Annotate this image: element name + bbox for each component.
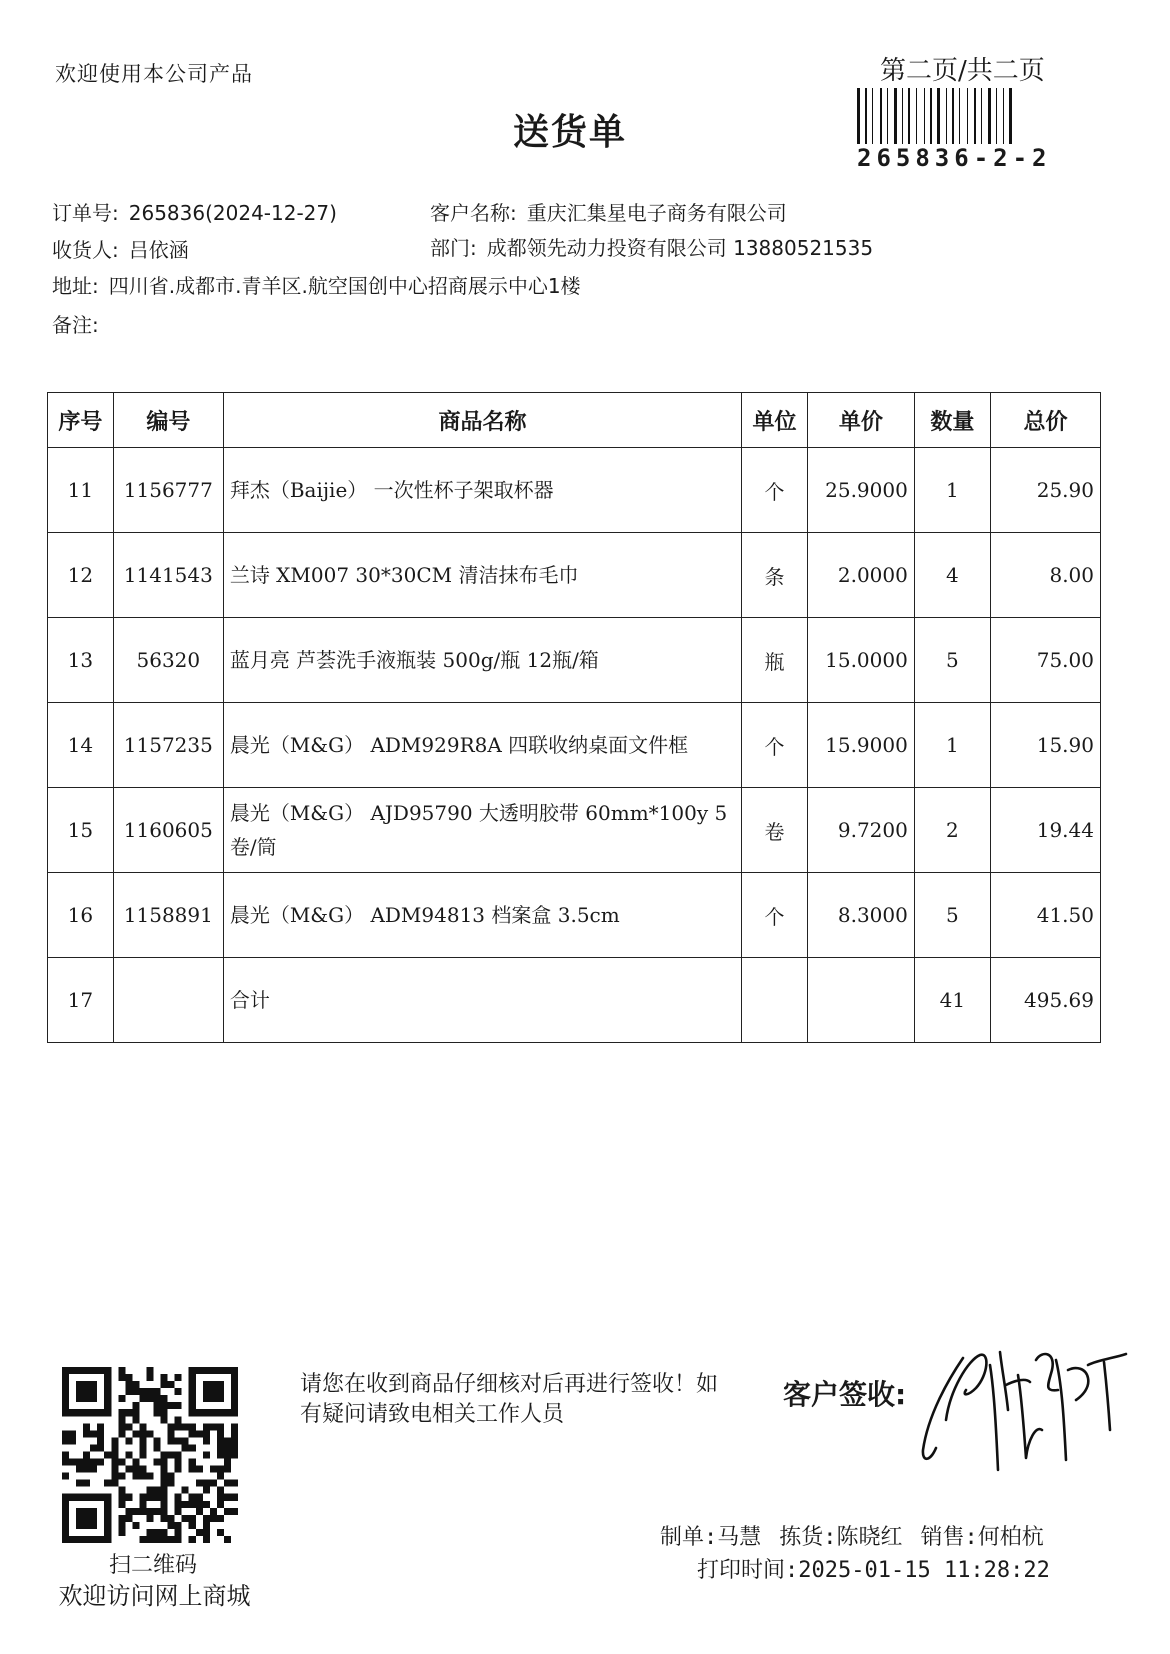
table-total-row [48, 958, 1101, 1043]
header-seq: 序号 [48, 393, 114, 448]
receiver-value: 吕依涵 [128, 238, 189, 262]
cell-unit-price: 15.9000 [807, 703, 914, 788]
maker-label: 制单: [660, 1525, 718, 1550]
table-header-row [48, 393, 1101, 448]
items-table [47, 392, 1101, 1043]
qr-caption-visit: 欢迎访问网上商城 [58, 1582, 251, 1610]
cell-code: 1141543 [113, 533, 223, 618]
cell-code: 1157235 [113, 703, 223, 788]
table-row [48, 703, 1101, 788]
cell-unit: 个 [742, 448, 808, 533]
order-number-label: 订单号: [52, 201, 119, 225]
cell-product-name: 拜杰（Baijie） 一次性杯子架取杯器 [223, 448, 741, 533]
cell-unit: 个 [742, 703, 808, 788]
cell-seq: 12 [48, 533, 114, 618]
cell-product-name: 晨光（M&G） ADM929R8A 四联收纳桌面文件框 [223, 703, 741, 788]
cell-total: 19.44 [990, 788, 1100, 873]
print-time-value: 2025-01-15 11:28:22 [798, 1558, 1050, 1583]
department-field [430, 232, 873, 261]
table-row [48, 448, 1101, 533]
address-label: 地址: [52, 274, 99, 298]
staff-line [660, 1520, 1044, 1551]
cell-product-name: 蓝月亮 芦荟洗手液瓶装 500g/瓶 12瓶/箱 [223, 618, 741, 703]
cell-product-name: 晨光（M&G） ADM94813 档案盒 3.5cm [223, 873, 741, 958]
cell-seq: 17 [48, 958, 114, 1043]
cell-quantity: 5 [914, 618, 990, 703]
header-product-name: 商品名称 [223, 393, 741, 448]
address-value: 四川省.成都市.青羊区.航空国创中心招商展示中心1楼 [108, 274, 581, 298]
sales-value: 何柏杭 [977, 1525, 1044, 1550]
cell-unit-price [807, 958, 914, 1043]
cell-grand-total: 495.69 [990, 958, 1100, 1043]
picker-label: 拣货: [779, 1525, 837, 1550]
remark-label: 备注: [52, 313, 99, 337]
cell-seq: 14 [48, 703, 114, 788]
receiver-label: 收货人: [52, 238, 119, 262]
table-row [48, 873, 1101, 958]
qr-caption-scan: 扫二维码 [108, 1553, 197, 1578]
cell-seq: 15 [48, 788, 114, 873]
customer-field [430, 197, 787, 226]
cell-unit: 卷 [742, 788, 808, 873]
barcode-number: 265836-2-2 [857, 144, 1052, 172]
document-title: 送货单 [512, 112, 627, 153]
cell-total-label: 合计 [223, 958, 741, 1043]
cell-code [113, 958, 223, 1043]
cell-quantity: 1 [914, 703, 990, 788]
cell-unit-price: 2.0000 [807, 533, 914, 618]
table-row [48, 618, 1101, 703]
handwritten-signature [918, 1330, 1133, 1475]
cell-seq: 13 [48, 618, 114, 703]
header-code: 编号 [113, 393, 223, 448]
picker-value: 陈晓红 [836, 1525, 903, 1550]
cell-total-quantity: 41 [914, 958, 990, 1043]
cell-unit-price: 9.7200 [807, 788, 914, 873]
cell-unit: 条 [742, 533, 808, 618]
cell-total: 25.90 [990, 448, 1100, 533]
cell-code: 1160605 [113, 788, 223, 873]
cell-unit [742, 958, 808, 1043]
department-label: 部门: [430, 236, 477, 260]
welcome-text: 欢迎使用本公司产品 [55, 62, 253, 86]
table-row [48, 533, 1101, 618]
cell-unit-price: 25.9000 [807, 448, 914, 533]
cell-total: 8.00 [990, 533, 1100, 618]
cell-code: 1158891 [113, 873, 223, 958]
page-indicator: 第二页/共二页 [880, 56, 1045, 86]
header-unit: 单位 [742, 393, 808, 448]
cell-quantity: 2 [914, 788, 990, 873]
table-row [48, 788, 1101, 873]
header-quantity: 数量 [914, 393, 990, 448]
cell-product-name: 兰诗 XM007 30*30CM 清洁抹布毛巾 [223, 533, 741, 618]
cell-total: 75.00 [990, 618, 1100, 703]
maker-value: 马慧 [717, 1525, 762, 1550]
cell-quantity: 5 [914, 873, 990, 958]
cell-seq: 11 [48, 448, 114, 533]
cell-code: 56320 [113, 618, 223, 703]
cell-unit: 个 [742, 873, 808, 958]
qr-code-image[interactable] [62, 1367, 238, 1543]
remark-field [52, 309, 109, 338]
print-time-label: 打印时间: [697, 1558, 799, 1583]
print-time-line [697, 1553, 1050, 1584]
header-total: 总价 [990, 393, 1100, 448]
cell-unit-price: 15.0000 [807, 618, 914, 703]
cell-unit: 瓶 [742, 618, 808, 703]
header-unit-price: 单价 [807, 393, 914, 448]
cell-unit-price: 8.3000 [807, 873, 914, 958]
receiver-field [52, 234, 189, 263]
cell-quantity: 4 [914, 533, 990, 618]
cell-quantity: 1 [914, 448, 990, 533]
receipt-notice: 请您在收到商品仔细核对后再进行签收！如有疑问请致电相关工作人员 [300, 1372, 719, 1427]
sales-label: 销售: [920, 1525, 978, 1550]
order-number-value: 265836(2024-12-27) [128, 201, 337, 225]
customer-signature-label: 客户签收: [783, 1378, 907, 1411]
department-value: 成都领先动力投资有限公司 13880521535 [486, 236, 874, 260]
cell-seq: 16 [48, 873, 114, 958]
customer-label: 客户名称: [430, 201, 517, 225]
cell-total: 15.90 [990, 703, 1100, 788]
cell-total: 41.50 [990, 873, 1100, 958]
cell-code: 1156777 [113, 448, 223, 533]
address-field [52, 270, 581, 299]
order-number-field [52, 197, 337, 226]
cell-product-name: 晨光（M&G） AJD95790 大透明胶带 60mm*100y 5卷/筒 [223, 788, 741, 873]
customer-value: 重庆汇集星电子商务有限公司 [526, 201, 787, 225]
